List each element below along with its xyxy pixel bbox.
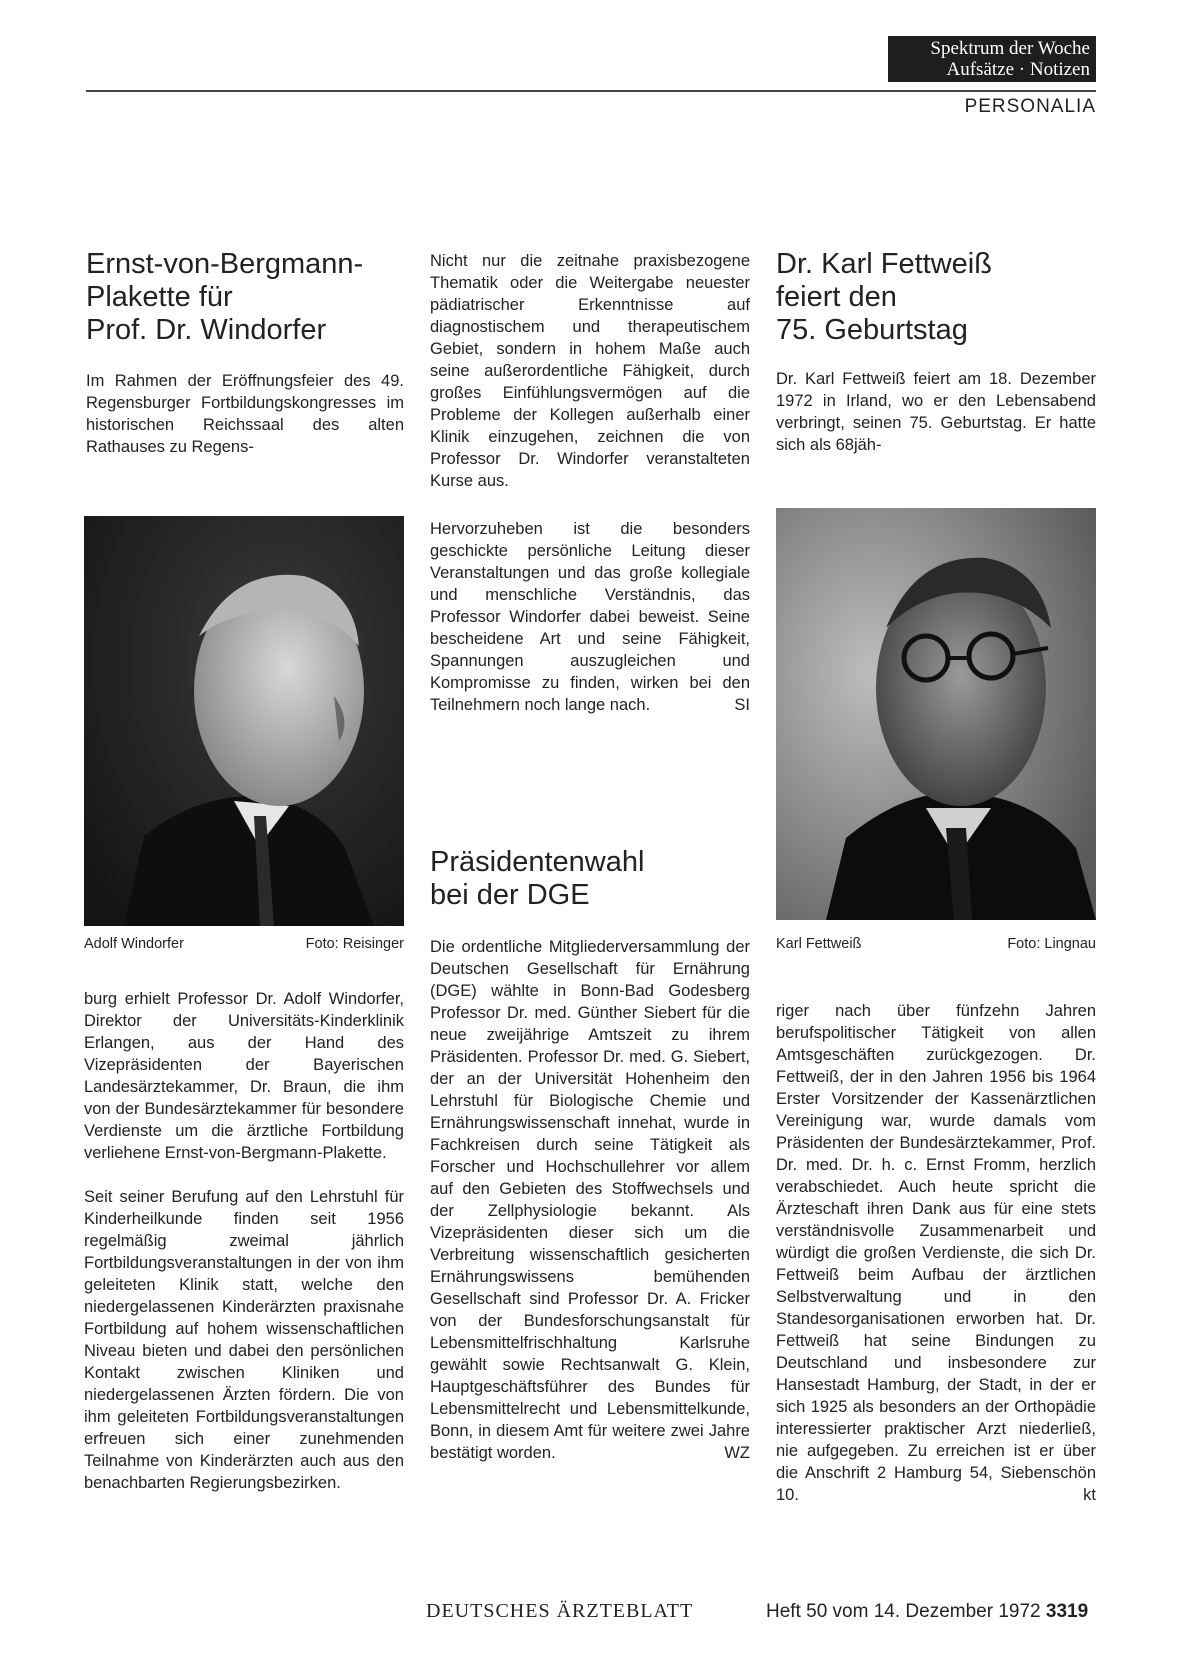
article3-intro: Dr. Karl Fettweiß feiert am 18. Dezember 1972 in Irland, wo er den Lebensabend verbringt, seinen 75. Geburtstag. Er hatte sich als 68jäh- bbox=[776, 370, 1096, 454]
article2-headline bbox=[430, 846, 750, 912]
article1-signature: SI bbox=[734, 696, 750, 714]
article3-body bbox=[776, 1000, 1096, 1506]
header-rule bbox=[86, 90, 1096, 92]
article1-paragraph2: Seit seiner Berufung auf den Lehrstuhl für Kinderheilkunde finden seit 1956 regelmäßig zweimal jährlich Fortbildungsveranstaltungen in der von ihm geleiteten Klinik statt, welche den niedergelassenen Kinderärzten praxisnahe Fortbildung auf hohem wissenschaftlichen Niveau bieten und dabei den persönlichen Kontakt zwischen Kliniken und niedergelassenen Ärzten fördern. Die von ihm geleiteten Fortbildungsveranstaltungen erfreuen sich einer zunehmenden Teilnahme von Kinderärzten auch aus den benachbarten Regierungsbezirken. bbox=[84, 1188, 404, 1492]
article1-headline bbox=[86, 248, 404, 347]
section-label: PERSONALIA bbox=[964, 96, 1096, 117]
footer-issue-line bbox=[766, 1601, 1088, 1623]
article2-body bbox=[430, 936, 750, 1464]
article1-headline-line2: Plakette für bbox=[86, 281, 233, 313]
article1-paragraph3: Nicht nur die zeitnahe praxisbezogene Thematik oder die Weitergabe neuester pädiatrischer Erkenntnisse auf diagnostischem und therapeutischem Gebiet, sondern in hohem Maße auch seine außerordentliche Fähigkeit, durch großes Einfühlungsvermögen auf die Probleme der Kollegen außerhalb einer Klinik einzugehen, zeichnen die von Professor Dr. Windorfer veranstalteten Kurse aus. bbox=[430, 252, 750, 490]
article3-headline bbox=[776, 248, 1096, 347]
article2-headline-line1: Präsidentenwahl bbox=[430, 846, 645, 878]
article1-paragraph4: Hervorzuheben ist die besonders geschickte persönliche Leitung dieser Veranstaltungen und das große kollegiale und menschliche Verständnis, das Professor Windorfer dabei beweist. Seine bescheidene Art und seine Fähigkeit, Spannungen auszugleichen und Kompromisse zu finden, wirken bei den Teilnehmern noch lange nach. bbox=[430, 520, 750, 714]
windorfer-photo bbox=[84, 516, 404, 926]
fettweiss-caption-name: Karl Fettweiß bbox=[776, 936, 862, 952]
article2-body-text: Die ordentliche Mitgliederversammlung der Deutschen Gesellschaft für Ernährung (DGE) wählte in Bonn-Bad Godesberg Professor Dr. med. Günther Siebert für die neue zweijährige Amtszeit zu ihrem Präsidenten. Professor Dr. med. G. Siebert, der an der Universität Hohenheim den Lehrstuhl für Biologische Chemie und Ernährungswissenschaft innehat, wurde in Fachkreisen durch seine Tätigkeit als Forscher und Hochschullehrer vor allem auf den Gebieten des Stoffwechsels und der Zellphysiologie bekannt. Als Vizepräsidenten dieser sich um die Verbreitung wissenschaftlich gesicherten Ernährungswissens bemühenden Gesellschaft sind Professor Dr. A. Fricker von der Bundesforschungsanstalt für Lebensmittelfrischhaltung Karlsruhe gewählt sowie Rechtsanwalt G. Klein, Hauptgeschäftsführer des Bundes für Lebensmittelrecht und Lebensmittelkunde, Bonn, in diesem Amt für weitere zwei Jahre bestätigt worden. bbox=[430, 938, 750, 1462]
article3-headline-line3: 75. Geburtstag bbox=[776, 314, 968, 346]
windorfer-caption-credit: Foto: Reisinger bbox=[305, 936, 404, 952]
footer-page-number: 3319 bbox=[1045, 1601, 1089, 1622]
fettweiss-caption-credit: Foto: Lingnau bbox=[1007, 936, 1096, 952]
article1-paragraph4-wrap bbox=[430, 518, 750, 716]
footer-issue: Heft 50 vom 14. Dezember 1972 bbox=[766, 1601, 1041, 1622]
windorfer-caption-name: Adolf Windorfer bbox=[84, 936, 184, 952]
article1-paragraph1: burg erhielt Professor Dr. Adolf Windorfer, Direktor der Universitäts-Kinderklinik Erlangen, aus der Hand des Vizepräsidenten der Bayerischen Landesärztekammer, Dr. Braun, die ihm von der Bundesärztekammer für besondere Verdienste um die ärztliche Fortbildung verliehene Ernst-von-Bergmann-Plakette. bbox=[84, 990, 404, 1162]
section-header-line2: Aufsätze · Notizen bbox=[946, 59, 1090, 80]
article1-intro: Im Rahmen der Eröffnungsfeier des 49. Regensburger Fortbildungskongresses im historischen Reichssaal des alten Rathauses zu Regens- bbox=[86, 372, 404, 456]
article3-headline-line1: Dr. Karl Fettweiß bbox=[776, 248, 992, 280]
footer-publication: DEUTSCHES ÄRZTEBLATT bbox=[426, 1600, 694, 1622]
article1-headline-line1: Ernst-von-Bergmann- bbox=[86, 248, 364, 280]
article3-signature: kt bbox=[1083, 1486, 1096, 1504]
article1-headline-line3: Prof. Dr. Windorfer bbox=[86, 314, 327, 346]
article3-headline-line2: feiert den bbox=[776, 281, 897, 313]
section-header-box bbox=[888, 36, 1096, 82]
article1-body-col1 bbox=[84, 988, 404, 1516]
fettweiss-photo bbox=[776, 508, 1096, 920]
article2-signature: WZ bbox=[724, 1444, 750, 1462]
article3-body-text: riger nach über fünfzehn Jahren berufspolitischer Tätigkeit von allen Amtsgeschäften zurückgezogen. Dr. Fettweiß, der in den Jahren 1956 bis 1964 Erster Vorsitzender der Kassenärztlichen Vereinigung war, wurde damals vom Präsidenten der Bundesärztekammer, Prof. Dr. med. Dr. h. c. Ernst Fromm, herzlich verabschiedet. Auch heute spricht die Ärzteschaft ihren Dank aus für eine stets verständnisvolle Zusammenarbeit und würdigt die großen Verdienste, die sich Dr. Fettweiß beim Aufbau der ärztlichen Selbstverwaltung und in den Standesorganisationen erworben hat. Dr. Fettweiß hat seine Bindungen zu Deutschland und insbesondere zur Hansestadt Hamburg, der Stadt, in der er sich 1925 als besonders an der Orthopädie interessierter praktischer Arzt niederließ, nie aufgegeben. Zu erreichen ist er über die Anschrift 2 Hamburg 54, Siebenschön 10. bbox=[776, 1002, 1096, 1504]
article2-headline-line2: bei der DGE bbox=[430, 879, 590, 911]
article1-body-col2 bbox=[430, 250, 750, 716]
section-header-line1: Spektrum der Woche bbox=[930, 38, 1090, 59]
